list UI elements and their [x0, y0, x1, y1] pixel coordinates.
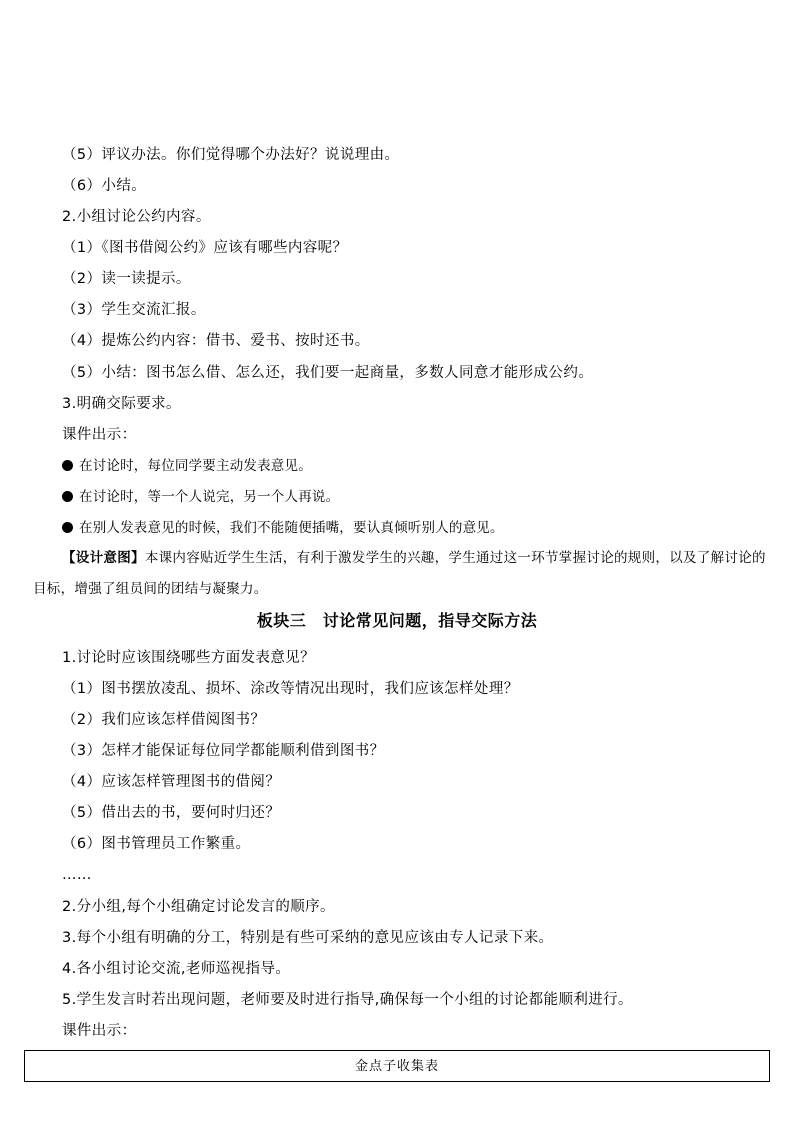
step-item: （2）我们应该怎样借阅图书？ — [62, 712, 266, 728]
bullet-dot-icon — [62, 491, 73, 502]
step-item: （6）图书管理员工作繁重。 — [62, 836, 251, 852]
table-title: 金点子收集表 — [354, 1059, 439, 1074]
step-item: （5）评议办法。你们觉得哪个办法好？说说理由。 — [62, 147, 400, 163]
step-item: （1）《图书借阅公约》应该有哪些内容呢？ — [62, 240, 348, 256]
bullet-text: 在讨论时，等一个人说完，另一个人再说。 — [79, 489, 340, 505]
step-item: （4）应该怎样管理图书的借阅？ — [62, 774, 281, 790]
step-item: 课件出示： — [62, 1023, 137, 1039]
step-item: 课件出示： — [62, 427, 137, 443]
step-item: （4）提炼公约内容：借书、爱书、按时还书。 — [62, 333, 370, 349]
step-item: （3）怎样才能保证每位同学都能顺利借到图书？ — [62, 743, 385, 759]
ellipsis: …… — [62, 867, 92, 883]
step-item: （2）读一读提示。 — [62, 271, 191, 287]
design-intent-tag: 【设计意图】 — [62, 550, 145, 566]
step-item: （5）借出去的书，要何时归还？ — [62, 805, 281, 821]
step-item: 1.讨论时应该围绕哪些方面发表意见？ — [62, 650, 316, 666]
design-intent-paragraph — [33, 543, 768, 605]
step-item: 3.每个小组有明确的分工，特别是有些可采纳的意见应该由专人记录下来。 — [62, 930, 554, 946]
bullet-item — [62, 457, 312, 475]
step-item: 2.小组讨论公约内容。 — [62, 209, 211, 225]
step-item: 5.学生发言时若出现问题，老师要及时进行指导,确保每一个小组的讨论都能顺利进行。 — [62, 992, 633, 1008]
bullet-text: 在讨论时，每位同学要主动发表意见。 — [79, 458, 312, 474]
step-item: （1）图书摆放凌乱、损坏、涂改等情况出现时，我们应该怎样处理？ — [62, 681, 519, 697]
bullet-dot-icon — [62, 522, 73, 533]
step-item: （6）小结。 — [62, 178, 147, 194]
step-item: （5）小结：图书怎么借、怎么还，我们要一起商量，多数人同意才能形成公约。 — [62, 365, 594, 381]
design-intent-text: 本课内容贴近学生生活，有利于激发学生的兴趣，学生通过这一环节掌握讨论的规则，以及了解讨论的目标，增强了组员间的团结与凝聚力。 — [33, 550, 766, 597]
bullet-dot-icon — [62, 460, 73, 471]
section-heading: 板块三 讨论常见问题，指导交际方法 — [256, 611, 538, 630]
ideas-collection-table — [24, 1050, 770, 1082]
step-item: （3）学生交流汇报。 — [62, 302, 206, 318]
bullet-item — [62, 519, 504, 537]
step-item: 4.各小组讨论交流,老师巡视指导。 — [62, 961, 291, 977]
step-item: 3.明确交际要求。 — [62, 396, 181, 412]
bullet-item — [62, 488, 339, 506]
bullet-text: 在别人发表意见的时候，我们不能随便插嘴，要认真倾听别人的意见。 — [79, 520, 504, 536]
step-item: 2.分小组,每个小组确定讨论发言的顺序。 — [62, 899, 335, 915]
